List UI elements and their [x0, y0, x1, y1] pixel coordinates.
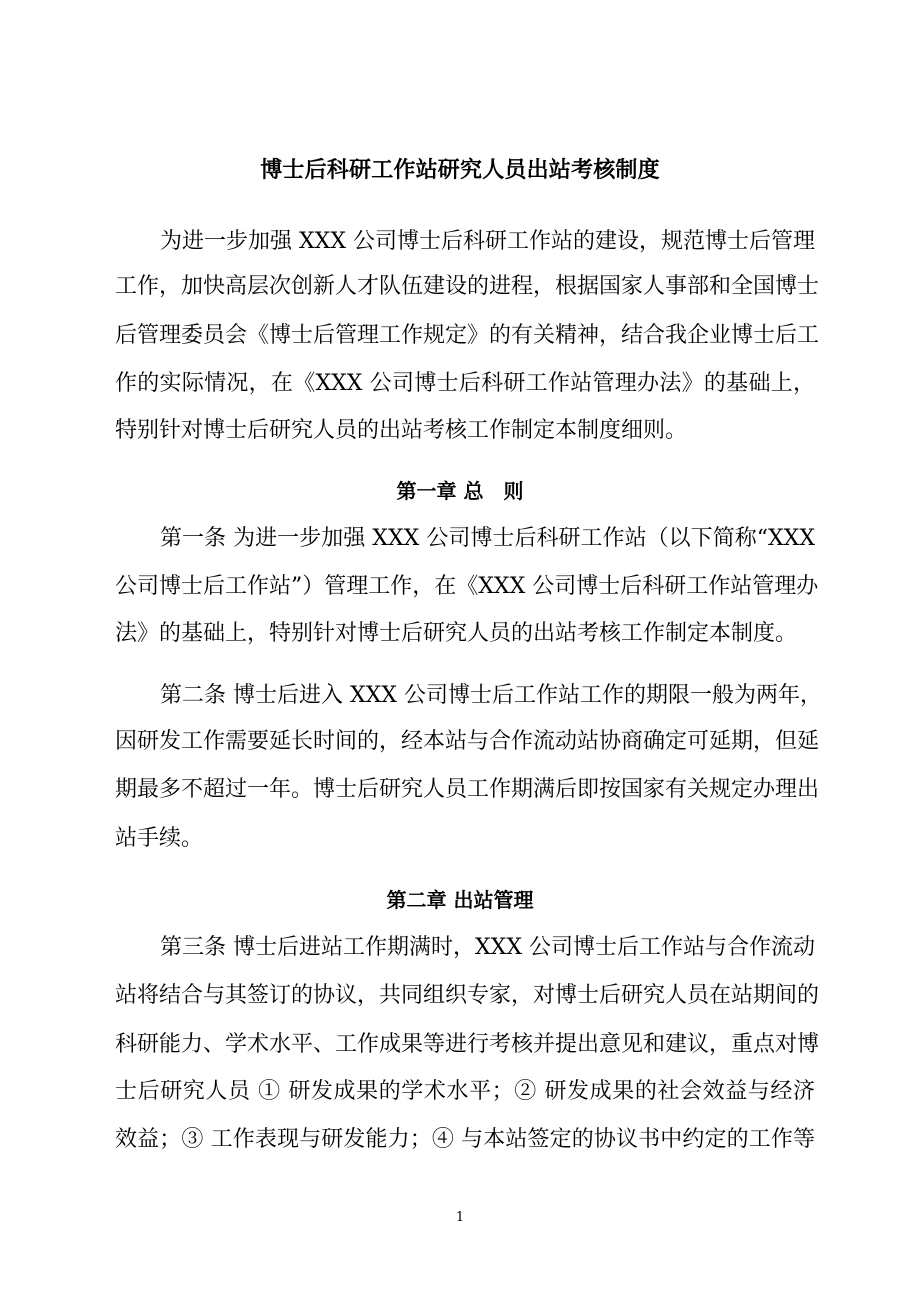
- paragraph-line: 为进一步加强 XXX 公司博士后科研工作站的建设，规范博士后管理: [160, 229, 815, 254]
- document-title: 博士后科研工作站研究人员出站考核制度: [260, 158, 660, 183]
- paragraph-line: 第三条 博士后进站工作期满时，XXX 公司博士后工作站与合作流动: [160, 935, 815, 960]
- chapter-heading: 第一章 总 则: [396, 479, 524, 503]
- page-number: 1: [455, 1210, 465, 1225]
- paragraph-line: 士后研究人员 ① 研发成果的学术水平；② 研发成果的社会效益与经济: [115, 1079, 815, 1104]
- paragraph-line: 法》的基础上，特别针对博士后研究人员的出站考核工作制定本制度。: [115, 621, 798, 646]
- paragraph-line: 工作，加快高层次创新人才队伍建设的进程，根据国家人事部和全国博士: [115, 274, 820, 299]
- paragraph-line: 第一条 为进一步加强 XXX 公司博士后科研工作站（以下简称“XXX: [160, 526, 815, 551]
- paragraph-line: 站手续。: [115, 826, 204, 851]
- chapter-heading: 第二章 出站管理: [386, 888, 534, 912]
- paragraph-line: 站将结合与其签订的协议，共同组织专家，对博士后研究人员在站期间的: [115, 983, 820, 1008]
- paragraph-line: 后管理委员会《博士后管理工作规定》的有关精神，结合我企业博士后工: [115, 323, 820, 348]
- paragraph-line: 期最多不超过一年。博士后研究人员工作期满后即按国家有关规定办理出: [115, 777, 820, 802]
- paragraph-line: 科研能力、学术水平、工作成果等进行考核并提出意见和建议，重点对博: [115, 1032, 820, 1057]
- paragraph-line: 效益；③ 工作表现与研发能力；④ 与本站签定的协议书中约定的工作等: [115, 1127, 815, 1152]
- paragraph-line: 公司博士后工作站”）管理工作，在《XXX 公司博士后科研工作站管理办: [115, 574, 819, 599]
- paragraph-line: 第二条 博士后进入 XXX 公司博士后工作站工作的期限一般为两年，: [160, 683, 822, 708]
- paragraph-line: 特别针对博士后研究人员的出站考核工作制定本制度细则。: [115, 418, 688, 443]
- paragraph-line: 因研发工作需要延长时间的，经本站与合作流动站协商确定可延期，但延: [115, 729, 820, 754]
- paragraph-line: 作的实际情况，在《XXX 公司博士后科研工作站管理办法》的基础上，: [115, 371, 815, 396]
